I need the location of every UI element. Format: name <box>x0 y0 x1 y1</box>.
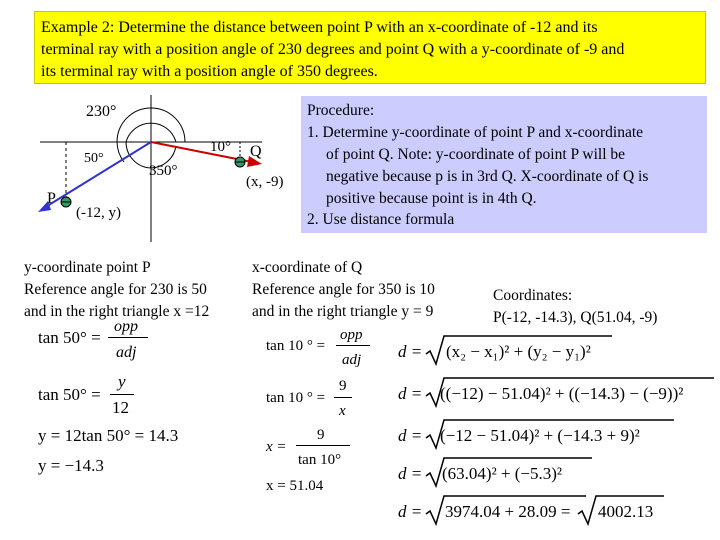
procedure-title: Procedure: <box>307 102 375 119</box>
point-p-label: P <box>47 190 56 207</box>
point-q-coords: (x, -9) <box>246 174 284 190</box>
mid-eq1-lhs: tan 10 ° = <box>266 338 326 354</box>
left-eq1-den: adj <box>116 344 137 361</box>
point-q-label: Q <box>250 143 262 160</box>
distance-formula-4: (63.04)² + (−5.3)² <box>442 464 563 483</box>
mid-eq4: x = 51.04 <box>266 478 324 494</box>
procedure-step2: 2. Use distance formula <box>307 211 455 228</box>
procedure-step1-line3: negative because p is in 3rd Q. X-coordinate of Q is <box>326 168 649 185</box>
example-line-1: Example 2: Determine the distance between point P with an x-coordinate of -12 and its <box>41 19 598 36</box>
angle-10-label: 10° <box>210 139 231 155</box>
left-eq1-lhs: tan 50° = <box>38 328 101 347</box>
mid-eq2-bar <box>334 397 352 398</box>
left-eq2-lhs: tan 50° = <box>38 385 101 404</box>
example-box <box>34 11 706 84</box>
distance-d-1: d = <box>398 342 423 361</box>
mid-eq3-den: tan 10° <box>298 452 342 468</box>
angle-50-label: 50° <box>84 151 104 166</box>
procedure-step1-line1: 1. Determine y-coordinate of point P and x-coordinate <box>307 124 644 141</box>
mid-eq1-bar <box>336 345 370 346</box>
procedure-box <box>301 96 707 233</box>
mid-eq2-den: x <box>339 403 346 419</box>
mid-heading: x-coordinate of Q <box>252 259 363 276</box>
distance-formula-3: (−12 − 51.04)² + (−14.3 + 9)² <box>440 426 640 445</box>
left-eq2-den: 12 <box>112 398 129 417</box>
left-eq2-num: y <box>118 372 126 391</box>
mid-eq2-num: 9 <box>339 378 347 394</box>
left-triangle: and in the right triangle x =12 <box>24 303 210 320</box>
distance-formula-1: (x₂ − x₁)² + (y₂ − y₁)² <box>446 342 591 361</box>
mid-triangle: and in the right triangle y = 9 <box>252 303 434 320</box>
procedure-step1-line4: positive because point is in 4th Q. <box>326 190 537 207</box>
coordinates-values: P(-12, -14.3), Q(51.04, -9) <box>493 309 658 326</box>
distance-formula-5a: 3974.04 + 28.09 = <box>445 502 571 521</box>
mid-eq1-num: opp <box>340 327 363 343</box>
distance-d-3: d = <box>398 426 423 445</box>
mid-eq3-bar <box>296 445 350 446</box>
left-heading: y-coordinate point P <box>24 259 151 276</box>
left-eq3: y = 12tan 50° = 14.3 <box>38 426 179 445</box>
left-eq4: y = −14.3 <box>38 456 104 475</box>
left-eq1-bar <box>108 337 148 338</box>
angle-230-label: 230° <box>86 103 117 120</box>
mid-eq2-lhs: tan 10 ° = <box>266 390 326 406</box>
left-eq1-num: opp <box>114 318 138 335</box>
angle-350-label: 350° <box>149 163 178 179</box>
distance-formula-5b: 4002.13 <box>598 502 654 521</box>
distance-formula-2: ((−12) − 51.04)² + ((−14.3) − (−9))² <box>440 384 684 403</box>
example-line-2: terminal ray with a position angle of 230 degrees and point Q with a y-coordinate of -9 and <box>41 41 625 58</box>
mid-reference: Reference angle for 350 is 10 <box>252 281 435 298</box>
left-eq2-bar <box>110 394 134 395</box>
point-p-coords: (-12, y) <box>76 205 121 221</box>
distance-d-2: d = <box>398 384 423 403</box>
distance-d-4: d = <box>398 464 423 483</box>
procedure-step1-line2: of point Q. Note: y-coordinate of point P will be <box>326 146 626 163</box>
left-reference: Reference angle for 230 is 50 <box>24 281 207 298</box>
distance-d-5: d = <box>398 502 423 521</box>
coordinates-title: Coordinates: <box>493 287 573 304</box>
mid-eq3-lhs: x = <box>266 439 287 455</box>
mid-eq3-num: 9 <box>317 427 325 443</box>
example-line-3: its terminal ray with a position angle of 350 degrees. <box>41 63 378 80</box>
mid-eq1-den: adj <box>342 352 362 368</box>
